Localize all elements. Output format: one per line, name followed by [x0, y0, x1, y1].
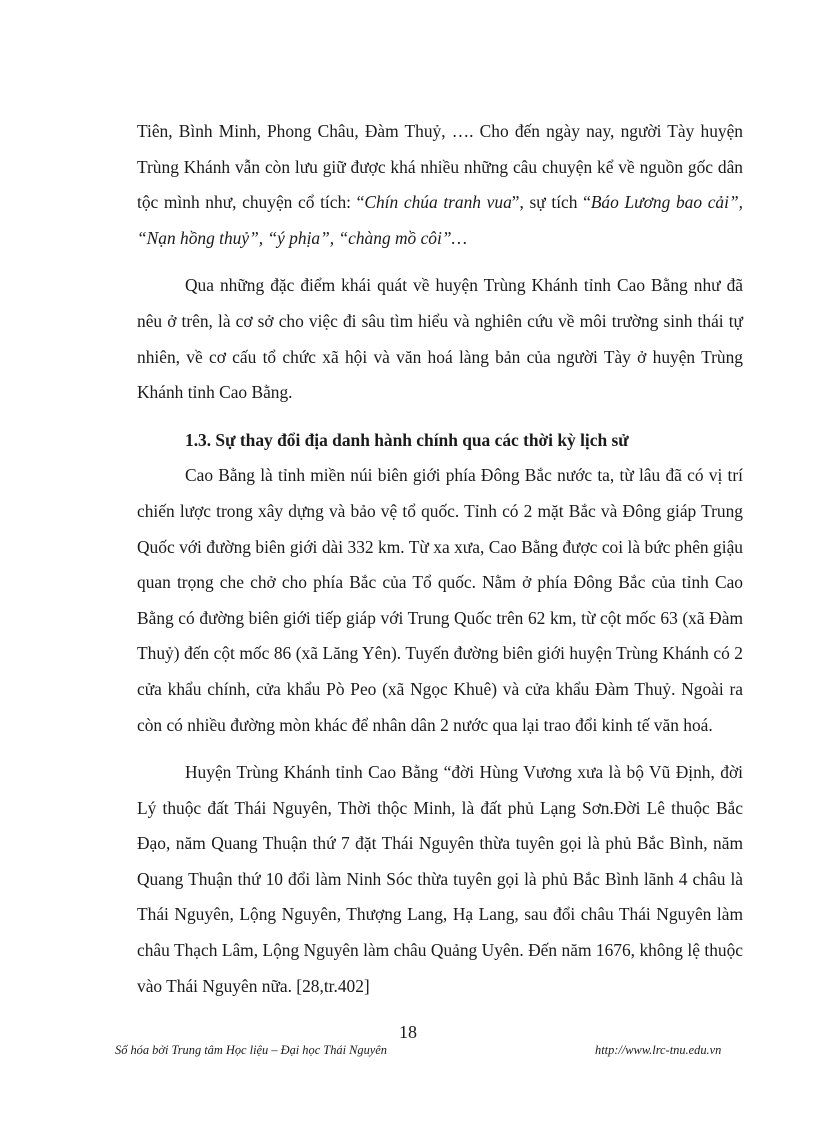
paragraph-history: Huyện Trùng Khánh tỉnh Cao Bằng “đời Hùng Vương xưa là bộ Vũ Định, đời Lý thuộc đất Thái Nguyên, Thời thộc Minh, là đất phủ Lạng Sơn.Đời Lê thuộc Bắc Đạo, năm Quang Thuận thứ 7 đặt Thái Nguyên thừa tuyên gọi là phủ Bắc Bình, năm Quang Thuận thứ 10 đổi làm Ninh Sóc thừa tuyên gọi là phủ Bắc Bình lãnh 4 châu là Thái Nguyên, Lộng Nguyên, Thượng Lang, Hạ Lang, sau đổi châu Thái Nguyên làm châu Thạch Lâm, Lộng Nguyên làm châu Quảng Uyên. Đến năm 1676, không lệ thuộc vào Thái Nguyên nữa. [28,tr.402]: [137, 762, 743, 996]
italic-story-titles: Báo Lương bao cải”, “Nạn hồng thuỷ”, “ý phịa”, “chàng mồ côi”…: [137, 192, 743, 248]
paragraph-cao-bang: Cao Bằng là tỉnh miền núi biên giới phía Đông Bắc nước ta, từ lâu đã có vị trí chiến lược trong xây dựng và bảo vệ tổ quốc. Tỉnh có 2 mặt Bắc và Đông giáp Trung Quốc với đường biên giới dài 332 km. Từ xa xưa, Cao Bằng được coi là bức phên giậu quan trọng che chở cho phía Bắc của Tổ quốc. Nằm ở phía Đông Bắc của tỉnh Cao Bằng có đường biên giới tiếp giáp với Trung Quốc trên 62 km, từ cột mốc 63 (xã Đàm Thuỷ) đến cột mốc 86 (xã Lăng Yên). Tuyến đường biên giới huyện Trùng Khánh có 2 cửa khẩu chính, cửa khẩu Pò Peo (xã Ngọc Khuê) và cửa khẩu Đàm Thuỷ. Ngoài ra còn có nhiều đường mòn khác để nhân dân 2 nước qua lại trao đổi kinh tế văn hoá.: [137, 465, 743, 735]
italic-story-title: Chín chúa tranh vua: [364, 192, 512, 213]
section-heading: 1.3. Sự thay đổi địa danh hành chính qua các thời kỳ lịch sử: [185, 429, 629, 450]
paragraph-text: Tiên, Bình Minh, Phong Châu, Đàm Thuỷ, …. Cho đến ngày nay, người Tày huyện Trùng Khánh vẫn còn lưu giữ được khá nhiều những câu chuyện kể về nguồn gốc dân tộc mình như, chuyện cổ tích: “: [137, 121, 743, 213]
page-body: [137, 114, 743, 1004]
paragraph-summary: Qua những đặc điểm khái quát về huyện Trùng Khánh tỉnh Cao Bằng như đã nêu ở trên, là cơ sở cho việc đi sâu tìm hiểu và nghiên cứu về môi trường sinh thái tự nhiên, về cơ cấu tổ chức xã hội và văn hoá làng bản của người Tày ở huyện Trùng Khánh tỉnh Cao Bằng.: [137, 275, 743, 403]
paragraph-continuation: [137, 114, 743, 256]
footer-credit: Số hóa bởi Trung tâm Học liệu – Đại học Thái Nguyên: [115, 1043, 387, 1057]
footer-url: http://www.lrc-tnu.edu.vn: [595, 1043, 722, 1057]
paragraph-text: ”, sự tích “: [511, 192, 591, 213]
page-number: 18: [399, 1022, 417, 1042]
